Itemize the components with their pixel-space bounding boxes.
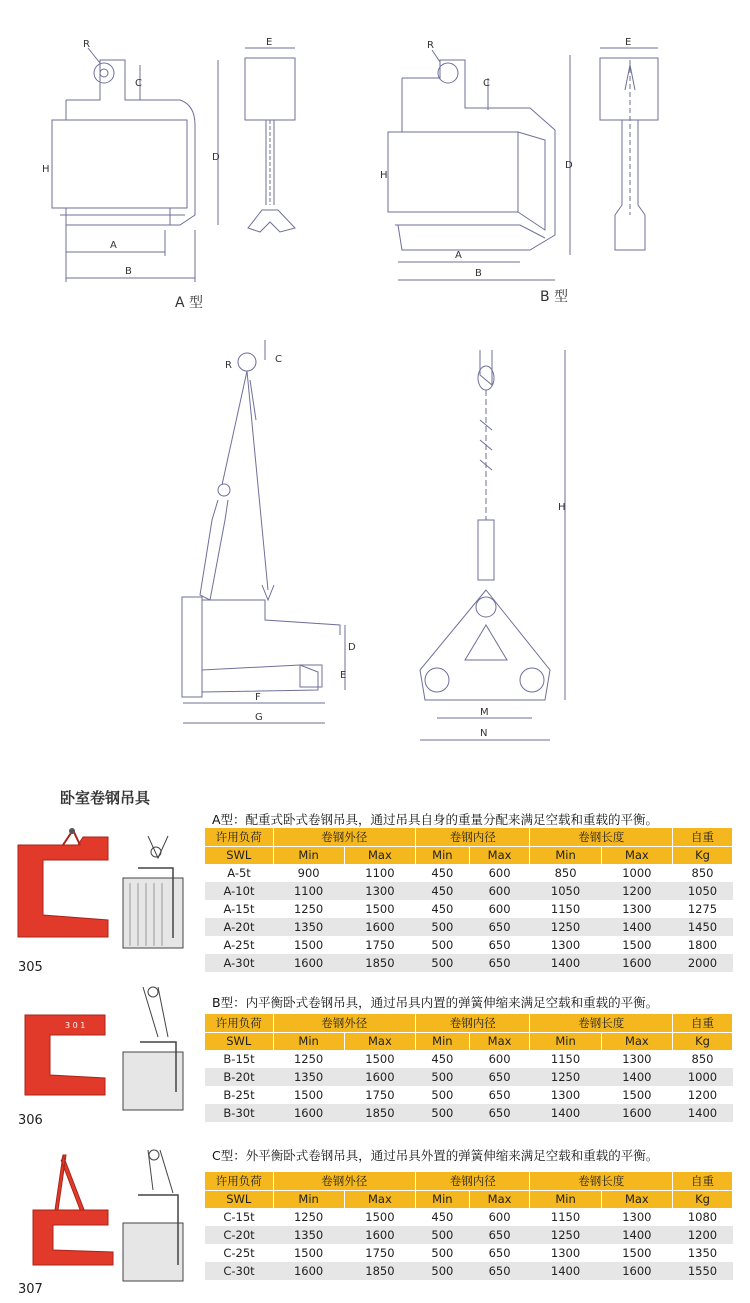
table-cell: 1450 xyxy=(673,918,733,936)
header-swl-cn: 许用负荷 xyxy=(205,1172,273,1190)
dim-n-c: N xyxy=(480,728,488,739)
table-cell: 1350 xyxy=(273,1068,344,1086)
dim-d-a: D xyxy=(212,152,220,163)
table-cell: A-10t xyxy=(205,882,273,900)
table-cell: 1350 xyxy=(273,1226,344,1244)
table-cell: C-30t xyxy=(205,1262,273,1280)
header-cell: Kg xyxy=(673,1032,733,1050)
product-number-307: 307 xyxy=(18,1282,43,1297)
table-cell: 650 xyxy=(469,1244,530,1262)
table-cell: 1100 xyxy=(273,882,344,900)
header-cell: Max xyxy=(344,1032,415,1050)
header-coil-length: 卷钢长度 xyxy=(530,1014,673,1032)
header-cell: Min xyxy=(273,1032,344,1050)
dim-h-c: H xyxy=(558,502,566,513)
table-cell: 450 xyxy=(416,1208,470,1226)
table-cell: C-20t xyxy=(205,1226,273,1244)
description-c: C型：外平衡卧式卷钢吊具，通过吊具外置的弹簧伸缩来满足空载和重载的平衡。 xyxy=(212,1148,659,1163)
table-cell: 1300 xyxy=(344,882,415,900)
spec-header-cn xyxy=(205,1014,733,1032)
spec-body-a xyxy=(205,864,733,972)
table-cell: 1050 xyxy=(530,882,601,900)
table-cell: 850 xyxy=(673,1050,733,1068)
table-cell: 1750 xyxy=(344,1086,415,1104)
table-cell: B-15t xyxy=(205,1050,273,1068)
dim-b-a: B xyxy=(125,266,132,277)
table-cell: 1500 xyxy=(273,936,344,954)
table-cell: 650 xyxy=(469,918,530,936)
header-cell: SWL xyxy=(205,846,273,864)
header-cell: Min xyxy=(416,1190,470,1208)
product-number-306: 306 xyxy=(18,1113,43,1128)
table-cell: 500 xyxy=(416,1086,470,1104)
table-cell: 650 xyxy=(469,954,530,972)
table-row xyxy=(205,1244,733,1262)
table-row xyxy=(205,864,733,882)
table-row xyxy=(205,900,733,918)
dim-a-a: A xyxy=(110,240,117,251)
table-cell: 1150 xyxy=(530,1208,601,1226)
table-cell: 1600 xyxy=(344,1226,415,1244)
table-cell: 450 xyxy=(416,1050,470,1068)
header-inner-diameter: 卷钢内径 xyxy=(416,1014,530,1032)
dim-m-c: M xyxy=(480,707,489,718)
table-cell: 500 xyxy=(416,954,470,972)
table-row xyxy=(205,1068,733,1086)
table-cell: 600 xyxy=(469,1050,530,1068)
dim-e-a: E xyxy=(266,37,273,48)
table-cell: 1600 xyxy=(601,1262,672,1280)
table-cell: A-25t xyxy=(205,936,273,954)
table-cell: B-20t xyxy=(205,1068,273,1086)
product-photo-305 xyxy=(8,825,118,950)
table-cell: B-25t xyxy=(205,1086,273,1104)
table-cell: 1250 xyxy=(273,1208,344,1226)
header-coil-length: 卷钢长度 xyxy=(530,828,673,846)
table-cell: 1400 xyxy=(601,1068,672,1086)
spec-header-en xyxy=(205,1032,733,1050)
table-row xyxy=(205,1262,733,1280)
table-cell: 1500 xyxy=(273,1244,344,1262)
type-b-side-view xyxy=(600,48,658,250)
table-cell: 450 xyxy=(416,882,470,900)
table-cell: 650 xyxy=(469,936,530,954)
spec-body-b xyxy=(205,1050,733,1122)
product-diagram-305 xyxy=(118,828,198,953)
product-diagram-306 xyxy=(118,982,198,1112)
header-inner-diameter: 卷钢内径 xyxy=(416,1172,530,1190)
table-row xyxy=(205,1104,733,1122)
dim-r-b: R xyxy=(427,40,434,51)
header-cell: Max xyxy=(601,846,672,864)
table-cell: 600 xyxy=(469,900,530,918)
dim-r-c: R xyxy=(225,360,232,371)
table-cell: A-15t xyxy=(205,900,273,918)
table-row xyxy=(205,882,733,900)
table-cell: 1300 xyxy=(530,936,601,954)
table-cell: 650 xyxy=(469,1262,530,1280)
table-cell: 1600 xyxy=(273,954,344,972)
table-cell: 1600 xyxy=(273,1104,344,1122)
table-cell: 500 xyxy=(416,936,470,954)
table-cell: 1800 xyxy=(673,936,733,954)
table-cell: 1500 xyxy=(601,1244,672,1262)
table-cell: C-15t xyxy=(205,1208,273,1226)
table-cell: 650 xyxy=(469,1104,530,1122)
table-cell: 600 xyxy=(469,882,530,900)
table-row xyxy=(205,936,733,954)
header-weight: 自重 xyxy=(673,1172,733,1190)
header-outer-diameter: 卷钢外径 xyxy=(273,828,416,846)
table-cell: 1850 xyxy=(344,1262,415,1280)
header-inner-diameter: 卷钢内径 xyxy=(416,828,530,846)
table-cell: 1400 xyxy=(530,1262,601,1280)
table-cell: 1850 xyxy=(344,954,415,972)
table-cell: 1050 xyxy=(673,882,733,900)
header-cell: SWL xyxy=(205,1190,273,1208)
table-cell: 1250 xyxy=(273,900,344,918)
table-cell: 1400 xyxy=(601,1226,672,1244)
table-cell: 1600 xyxy=(344,1068,415,1086)
table-cell: 1000 xyxy=(601,864,672,882)
table-cell: 450 xyxy=(416,864,470,882)
table-cell: 1500 xyxy=(273,1086,344,1104)
description-a: A型：配重式卧式卷钢吊具，通过吊具自身的重量分配来满足空载和重载的平衡。 xyxy=(212,812,659,827)
dim-h-a: H xyxy=(42,164,50,175)
header-cell: Kg xyxy=(673,1190,733,1208)
header-cell: Min xyxy=(416,1032,470,1050)
table-cell: 1250 xyxy=(530,918,601,936)
header-cell: Max xyxy=(344,846,415,864)
type-a-label: A 型 xyxy=(175,295,204,311)
header-outer-diameter: 卷钢外径 xyxy=(273,1172,416,1190)
product-number-305: 305 xyxy=(18,960,43,975)
table-cell: 1200 xyxy=(673,1226,733,1244)
header-swl-cn: 许用负荷 xyxy=(205,1014,273,1032)
spec-header-cn xyxy=(205,828,733,846)
table-row xyxy=(205,1050,733,1068)
header-cell: Kg xyxy=(673,846,733,864)
type-a-side-view xyxy=(245,48,295,232)
dim-d-c: D xyxy=(348,642,356,653)
table-cell: 1600 xyxy=(344,918,415,936)
table-cell: 1850 xyxy=(344,1104,415,1122)
table-cell: 500 xyxy=(416,1262,470,1280)
table-cell: 1300 xyxy=(601,1050,672,1068)
type-b-label: B 型 xyxy=(540,289,569,305)
dim-h-b: H xyxy=(380,170,388,181)
table-cell: A-5t xyxy=(205,864,273,882)
dim-r-a: R xyxy=(83,39,90,50)
table-cell: 1080 xyxy=(673,1208,733,1226)
table-cell: 850 xyxy=(530,864,601,882)
header-cell: Min xyxy=(530,1190,601,1208)
table-cell: 1600 xyxy=(273,1262,344,1280)
spec-body-c xyxy=(205,1208,733,1280)
table-row xyxy=(205,1086,733,1104)
dim-e-c: E xyxy=(340,670,347,681)
header-cell: Max xyxy=(344,1190,415,1208)
table-cell: 500 xyxy=(416,918,470,936)
table-cell: 450 xyxy=(416,900,470,918)
table-row xyxy=(205,954,733,972)
dim-f-c: F xyxy=(255,692,261,703)
table-cell: 600 xyxy=(469,1208,530,1226)
table-cell: 1150 xyxy=(530,900,601,918)
table-cell: 1500 xyxy=(344,1050,415,1068)
table-cell: 1750 xyxy=(344,1244,415,1262)
table-cell: 1300 xyxy=(601,900,672,918)
type-b-front-view xyxy=(388,50,570,280)
table-cell: 1300 xyxy=(530,1086,601,1104)
header-cell: Min xyxy=(273,1190,344,1208)
product-photo-306 xyxy=(10,1000,120,1110)
header-cell: SWL xyxy=(205,1032,273,1050)
table-cell: 1250 xyxy=(530,1226,601,1244)
table-cell: 1550 xyxy=(673,1262,733,1280)
section-title: 卧室卷钢吊具 xyxy=(60,789,151,807)
dim-e-b: E xyxy=(625,37,632,48)
table-row xyxy=(205,1208,733,1226)
table-cell: 1750 xyxy=(344,936,415,954)
table-cell: 1350 xyxy=(273,918,344,936)
description-b: B型：内平衡卧式卷钢吊具，通过吊具内置的弹簧伸缩来满足空载和重载的平衡。 xyxy=(212,995,659,1010)
table-cell: 1250 xyxy=(273,1050,344,1068)
table-cell: 1600 xyxy=(601,954,672,972)
spec-header-en xyxy=(205,846,733,864)
table-cell: 1000 xyxy=(673,1068,733,1086)
header-weight: 自重 xyxy=(673,828,733,846)
table-row xyxy=(205,1226,733,1244)
header-outer-diameter: 卷钢外径 xyxy=(273,1014,416,1032)
dim-c-c: C xyxy=(275,354,282,365)
table-cell: 1300 xyxy=(530,1244,601,1262)
table-cell: 1400 xyxy=(530,1104,601,1122)
table-cell: 2000 xyxy=(673,954,733,972)
table-cell: A-30t xyxy=(205,954,273,972)
header-cell: Max xyxy=(469,1190,530,1208)
product-diagram-307 xyxy=(118,1145,198,1285)
table-cell: 650 xyxy=(469,1086,530,1104)
photo-label-306: 3 0 1 xyxy=(65,1021,86,1030)
table-cell: 600 xyxy=(469,864,530,882)
header-coil-length: 卷钢长度 xyxy=(530,1172,673,1190)
table-cell: 500 xyxy=(416,1068,470,1086)
table-cell: 1400 xyxy=(673,1104,733,1122)
table-cell: 650 xyxy=(469,1068,530,1086)
header-cell: Max xyxy=(601,1190,672,1208)
dim-d-b: D xyxy=(565,160,573,171)
table-cell: 1500 xyxy=(601,936,672,954)
table-cell: 1150 xyxy=(530,1050,601,1068)
dim-g-c: G xyxy=(255,712,263,723)
table-cell: 1300 xyxy=(601,1208,672,1226)
spec-header-cn xyxy=(205,1172,733,1190)
table-cell: 850 xyxy=(673,864,733,882)
header-cell: Min xyxy=(530,846,601,864)
table-cell: 1400 xyxy=(601,918,672,936)
type-c-front-view xyxy=(182,340,345,723)
spec-table-a xyxy=(205,828,733,972)
table-cell: 500 xyxy=(416,1244,470,1262)
table-cell: 1400 xyxy=(530,954,601,972)
table-cell: 1500 xyxy=(344,900,415,918)
dim-c-a: C xyxy=(135,78,142,89)
header-cell: Min xyxy=(416,846,470,864)
header-cell: Max xyxy=(601,1032,672,1050)
header-cell: Min xyxy=(530,1032,601,1050)
table-cell: 1100 xyxy=(344,864,415,882)
table-cell: 500 xyxy=(416,1104,470,1122)
product-photo-307 xyxy=(18,1150,118,1275)
table-cell: 1500 xyxy=(601,1086,672,1104)
dim-a-b: A xyxy=(455,250,462,261)
dim-b-b: B xyxy=(475,268,482,279)
dim-c-b: C xyxy=(483,78,490,89)
header-cell: Max xyxy=(469,846,530,864)
table-cell: 500 xyxy=(416,1226,470,1244)
table-cell: 1200 xyxy=(673,1086,733,1104)
header-cell: Min xyxy=(273,846,344,864)
spec-table-b xyxy=(205,1014,733,1122)
table-cell: 900 xyxy=(273,864,344,882)
spec-header-en xyxy=(205,1190,733,1208)
table-cell: 1275 xyxy=(673,900,733,918)
table-cell: A-20t xyxy=(205,918,273,936)
table-row xyxy=(205,918,733,936)
header-weight: 自重 xyxy=(673,1014,733,1032)
table-cell: B-30t xyxy=(205,1104,273,1122)
table-cell: C-25t xyxy=(205,1244,273,1262)
table-cell: 1200 xyxy=(601,882,672,900)
table-cell: 1250 xyxy=(530,1068,601,1086)
table-cell: 1350 xyxy=(673,1244,733,1262)
spec-table-c xyxy=(205,1172,733,1280)
table-cell: 1600 xyxy=(601,1104,672,1122)
header-cell: Max xyxy=(469,1032,530,1050)
header-swl-cn: 许用负荷 xyxy=(205,828,273,846)
table-cell: 1500 xyxy=(344,1208,415,1226)
table-cell: 650 xyxy=(469,1226,530,1244)
type-c-side-view xyxy=(420,350,565,740)
